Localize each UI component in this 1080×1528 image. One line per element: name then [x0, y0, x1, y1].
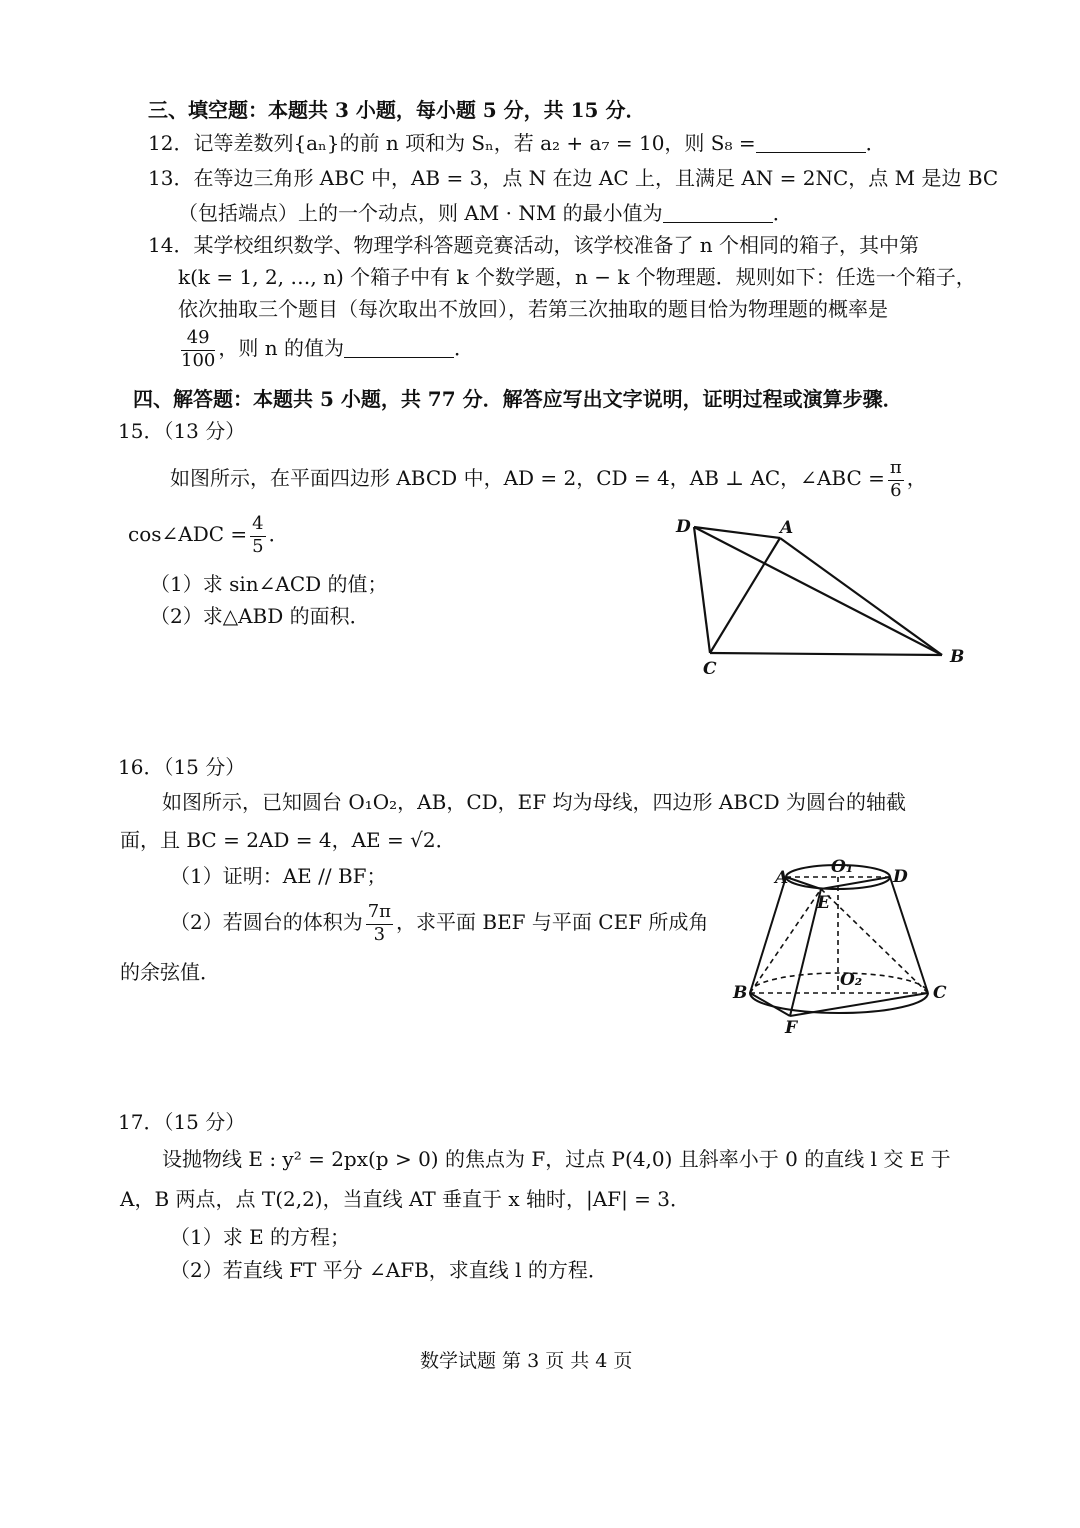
fraction-numerator: 4 [250, 514, 265, 537]
segment-AC [710, 538, 780, 653]
quadrilateral-figure [660, 505, 980, 690]
label-C: C [933, 983, 947, 1003]
fraction-7pi-3 [366, 902, 393, 945]
fraction-numerator: 49 [181, 328, 215, 351]
bottom-circle-back [750, 973, 928, 993]
question-15-part-2: （2）求△ABD 的面积． [150, 604, 370, 628]
question-17-part-1: （1）求 E 的方程； [170, 1225, 351, 1249]
section-4-title: 四、解答题：本题共 5 小题，共 77 分．解答应写出文字说明，证明过程或演算步骤． [133, 387, 903, 411]
label-O1: O₁ [831, 857, 854, 877]
fraction-4-5 [250, 514, 265, 557]
question-16-header: 16．（15 分） [118, 755, 246, 779]
label-B: B [950, 647, 965, 667]
fraction-denominator: 3 [373, 923, 386, 945]
question-14-line-4 [178, 328, 474, 371]
generatrix-DC [890, 877, 928, 993]
generatrix-AB [750, 877, 786, 993]
segment-DB [694, 527, 942, 655]
question-15-line-1-end: ， [906, 466, 927, 491]
question-16-part-2 [170, 902, 708, 945]
cos-expression: cos∠ADC = [128, 522, 248, 547]
fraction-49-100 [181, 328, 215, 371]
segment-DC [694, 527, 710, 653]
question-14-line-1: 14．某学校组织数学、物理学科答题竞赛活动，该学校准备了 n 个相同的箱子，其中第 [148, 233, 920, 257]
question-15-header: 15．（13 分） [118, 419, 246, 443]
label-F: F [785, 1018, 798, 1038]
question-12-end: ． [865, 131, 886, 155]
label-C: C [703, 659, 717, 679]
question-13-text: （包括端点）上的一个动点，则 AM · NM 的最小值为 [178, 201, 663, 225]
fraction-denominator: 5 [252, 535, 264, 557]
question-15-line-1 [170, 458, 927, 501]
question-16-line-1: 如图所示，已知圆台 O₁O₂，AB，CD，EF 均为母线，四边形 ABCD 为圆台的轴截 [162, 790, 907, 814]
section-3-title: 三、填空题：本题共 3 小题，每小题 5 分，共 15 分． [148, 98, 646, 122]
frustum-figure [725, 850, 965, 1040]
answer-blank-13 [663, 204, 773, 223]
question-14-line-2: k(k = 1, 2, …, n) 个箱子中有 k 个数学题，n − k 个物理题．规则如下：任选一个箱子， [178, 265, 976, 289]
question-13-end: ． [772, 201, 793, 225]
segment-BF [750, 993, 790, 1016]
question-16-part-2-text: （2）若圆台的体积为 [170, 910, 363, 935]
question-16-part-2-line-2: 的余弦值． [120, 960, 220, 984]
cos-line-end: ． [268, 522, 289, 547]
fraction-numerator: π [888, 458, 904, 481]
question-15-text: 如图所示，在平面四边形 ABCD 中，AD = 2，CD = 4，AB ⊥ AC，∠ABC = [170, 466, 885, 491]
question-14-line-3: 依次抽取三个题目（每次取出不放回），若第三次抽取的题目恰为物理题的概率是 [178, 297, 888, 321]
label-D: D [893, 867, 908, 887]
question-17-part-2: （2）若直线 FT 平分 ∠AFB，求直线 l 的方程． [170, 1258, 608, 1282]
question-16-part-1: （1）证明：AE // BF； [170, 864, 387, 888]
segment-AB [780, 538, 942, 655]
label-A: A [780, 518, 794, 538]
label-B: B [733, 983, 748, 1003]
segment-ED [821, 877, 890, 889]
fraction-denominator: 6 [890, 479, 902, 501]
label-E: E [817, 893, 830, 913]
question-12 [148, 133, 886, 153]
answer-blank-14 [344, 339, 454, 358]
question-15-part-1: （1）求 sin∠ACD 的值； [150, 572, 388, 596]
label-D: D [676, 517, 691, 537]
page-footer: 数学试题 第 3 页 共 4 页 [420, 1350, 633, 1372]
question-16-part-2-cont: ，求平面 BEF 与平面 CEF 所成角 [396, 910, 709, 935]
question-14-text: ，则 n 的值为 [218, 336, 344, 361]
question-13-line-2 [178, 203, 793, 223]
label-A: A [775, 868, 789, 888]
question-17-line-1: 设抛物线 E : y² = 2px(p > 0) 的焦点为 F，过点 P(4,0) 且斜率小于 0 的直线 l 交 E 于 [162, 1147, 951, 1171]
question-13-line-1: 13．在等边三角形 ABC 中，AB = 3，点 N 在边 AC 上，且满足 AN = 2NC，点 M 是边 BC [148, 166, 999, 190]
question-17-line-2: A，B 两点，点 T(2,2)，当直线 AT 垂直于 x 轴时，|AF| = 3． [120, 1187, 690, 1211]
segment-CB [710, 653, 942, 655]
bottom-circle-front [750, 993, 928, 1013]
fraction-denominator: 100 [181, 349, 216, 371]
question-12-text: 12．记等差数列{aₙ}的前 n 项和为 Sₙ，若 a₂ + a₇ = 10，则 S₈ = [148, 131, 756, 155]
question-17-header: 17．（15 分） [118, 1110, 246, 1134]
question-15-cos-line [128, 514, 289, 557]
fraction-pi-6 [888, 458, 904, 501]
answer-blank-12 [756, 134, 866, 153]
label-O2: O₂ [840, 970, 863, 990]
question-16-line-2: 面，且 BC = 2AD = 4，AE = √2． [120, 828, 456, 852]
fraction-numerator: 7π [366, 902, 393, 925]
question-14-end: ． [453, 336, 474, 361]
